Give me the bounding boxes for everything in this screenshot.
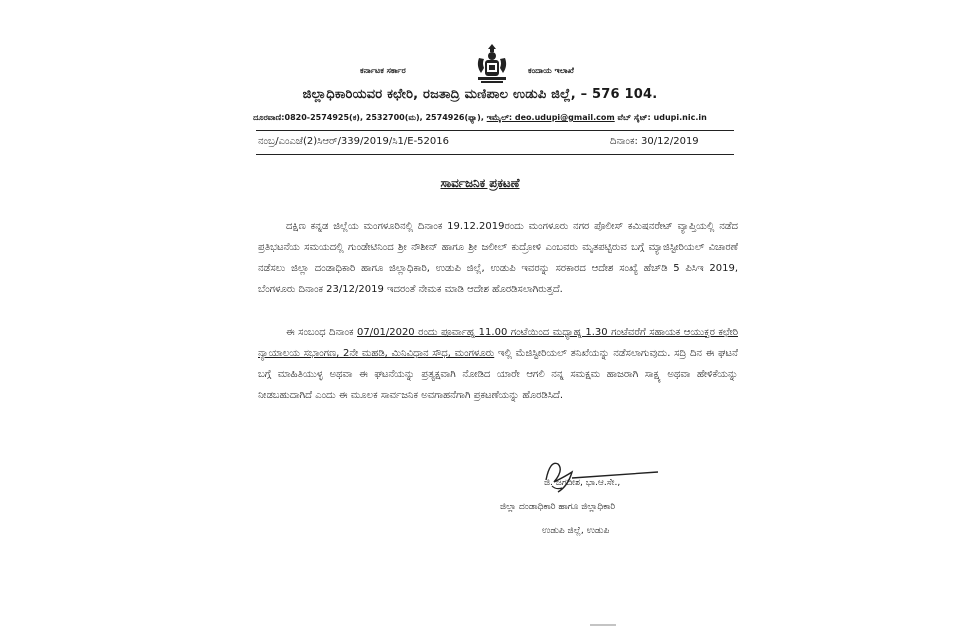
handwritten-signature	[528, 452, 668, 502]
contact-phone: ದೂರವಾಣಿ:0820-2574925(ಕ), 2532700(ಮ), 2574926(ಫ್ಯಾ),	[253, 113, 487, 122]
body-paragraph-1: ದಕ್ಷಿಣ ಕನ್ನಡ ಜಿಲ್ಲೆಯ ಮಂಗಳೂರಿನಲ್ಲಿ ದಿನಾಂಕ 19.12.2019ರಂದು ಮಂಗಳೂರು ನಗರ ಪೊಲೀಸ್ ಕಮಿಷನರೇಟ್ ವ್ಯಾಪ್ತಿಯಲ್ಲಿ ನಡೆದ ಪ್ರತಿಭಟನೆಯ ಸಮಯದಲ್ಲಿ ಗುಂಡೇಟಿನಿಂದ ಶ್ರೀ ನೌಶೀನ್ ಹಾಗೂ ಶ್ರೀ ಜಲೀಲ್ ಕುದ್ರೋಳಿ ಎಂಬವರು ಮೃತಪಟ್ಟಿರುವ ಬಗ್ಗೆ ಮ್ಯಾಜಿಸ್ಟೀರಿಯಲ್ ವಿಚಾರಣೆ ನಡೆಸಲು ಜಿಲ್ಲಾ ದಂಡಾಧಿಕಾರಿ ಹಾಗೂ ಜಿಲ್ಲಾಧಿಕಾರಿ, ಉಡುಪಿ ಜಿಲ್ಲೆ, ಉಡುಪಿ ಇವರನ್ನು ಸರಕಾರದ ಆದೇಶ ಸಂಖ್ಯೆ ಹೆಚ್‌ಡಿ 5 ಪಿಸಿಇ 2019, ಬೆಂಗಳೂರು ದಿನಾಂಕ 23/12/2019 ಇದರಂತೆ ನೇಮಕ ಮಾಡಿ ಆದೇಶ ಹೊರಡಿಸಲಾಗಿರುತ್ತದೆ.	[258, 221, 738, 295]
contact-email: ಇಮೈಲ್: deo.udupi@gmail.com	[486, 113, 615, 122]
department-label: ಕಂದಾಯ ಇಲಾಖೆ	[528, 66, 574, 75]
government-label: ಕರ್ನಾಟಕ ಸರ್ಕಾರ	[360, 66, 406, 75]
header-divider	[256, 130, 734, 131]
contact-line	[210, 113, 750, 123]
notice-heading	[210, 176, 750, 191]
body-paragraph-2	[258, 322, 738, 406]
para2-lead: ಈ ಸಂಬಂಧ ದಿನಾಂಕ	[286, 327, 358, 338]
signatory-name: ಜಿ. ಜಗದೀಶ, ಭಾ.ಆ.ಸೇ.,	[544, 478, 621, 488]
hearing-schedule: 07/01/2020 ರಂದು ಪೂರ್ವಾಹ್ನ 11.00 ಗಂಟೆಯಿಂದ ಮಧ್ಯಾಹ್ನ 1.30 ಗಂಟೆವರೆಗೆ ಸಹಾಯಕ ಆಯುಕ್ತರ ಕಛೇರಿ ನ್ಯಾಯಾಲಯ ಸಭಾಂಗಣ, 2ನೇ ಮಹಡಿ, ಮಿನಿವಿಧಾನ ಸೌಧ, ಮಂಗಳೂರು	[258, 327, 738, 359]
signatory-title: ಜಿಲ್ಲಾ ದಂಡಾಧಿಕಾರಿ ಹಾಗೂ ಜಿಲ್ಲಾಧಿಕಾರಿ	[500, 502, 616, 512]
signatory-place: ಉಡುಪಿ ಜಿಲ್ಲೆ, ಉಡುಪಿ	[542, 526, 610, 536]
contact-website: ವೆಬ್ ಸೈಟ್: udupi.nic.in	[614, 113, 707, 122]
scan-artifact	[590, 622, 616, 628]
reference-divider	[256, 154, 734, 155]
notice-page	[210, 30, 750, 600]
notice-heading-text: ಸಾರ್ವಜನಿಕ ಪ್ರಕಟಣೆ	[440, 176, 520, 190]
notice-date: ದಿನಾಂಕ: 30/12/2019	[610, 136, 699, 147]
office-address: ಜಿಲ್ಲಾಧಿಕಾರಿಯವರ ಕಛೇರಿ, ರಜತಾದ್ರಿ ಮಣಿಪಾಲ ಉಡುಪಿ ಜಿಲ್ಲೆ, – 576 104.	[302, 87, 658, 102]
para2-rest: ಇಲ್ಲಿ ಮೆಜಿಸ್ಟೀರಿಯಲ್ ತನಿಖೆಯನ್ನು ನಡೆಸಲಾಗುವುದು. ಸದ್ರಿ ದಿನ ಈ ಘಟನೆ ಬಗ್ಗೆ ಮಾಹಿತಿಯುಳ್ಳ ಅಥವಾ ಈ ಘಟನೆಯನ್ನು ಪ್ರತ್ಯಕ್ಷವಾಗಿ ನೋಡಿದ ಯಾರೇ ಆಗಲಿ ನನ್ನ ಸಮಕ್ಷಮ ಹಾಜರಾಗಿ ಸಾಕ್ಷ್ಯ ಅಥವಾ ಹೇಳಿಕೆಯನ್ನು ನೀಡಬಹುದಾಗಿದೆ ಎಂದು ಈ ಮೂಲಕ ಸಾರ್ವಜನಿಕ ಅವಗಾಹನೆಗಾಗಿ ಪ್ರಕಟಣೆಯನ್ನು ಹೊರಡಿಸಿದೆ.	[258, 348, 738, 401]
state-emblem-icon	[470, 42, 514, 86]
reference-number: ನಂಬ್ರ/ಎಂಎಜೆ(2)ಸಿಆರ್/339/2019/ಸಿ1/E-52016	[258, 136, 449, 147]
